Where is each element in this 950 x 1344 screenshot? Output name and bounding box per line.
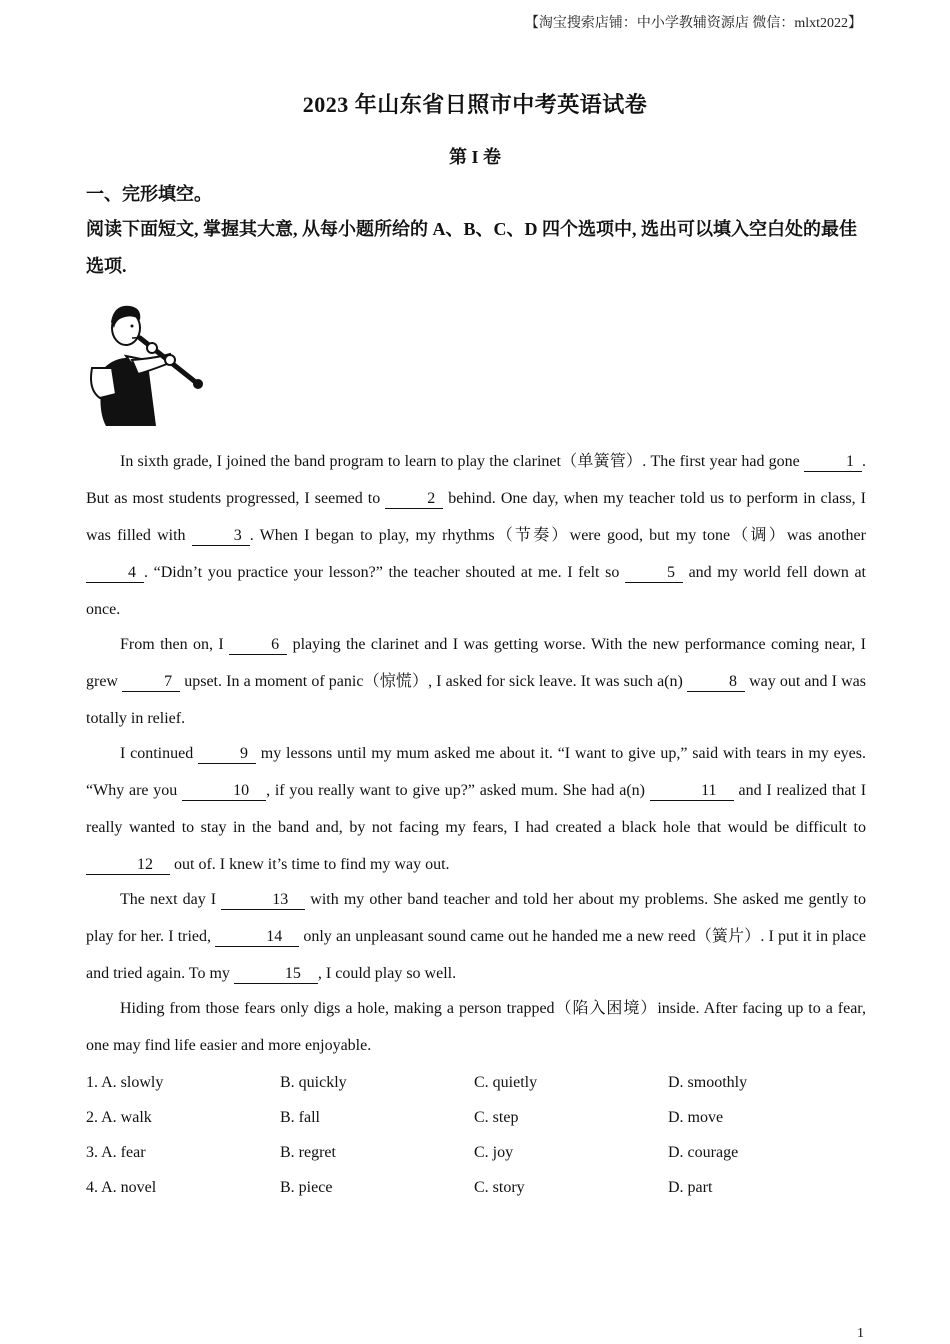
blank-11: 11 xyxy=(650,782,734,801)
blank-7: 7 xyxy=(122,673,180,692)
option-c: C. story xyxy=(474,1178,525,1196)
option-a: 1. A. slowly xyxy=(86,1073,164,1091)
blank-14: 14 xyxy=(215,928,299,947)
option-a: 4. A. novel xyxy=(86,1178,157,1196)
option-b: B. piece xyxy=(280,1178,333,1196)
option-c: C. step xyxy=(474,1108,519,1126)
section-heading: 一、完形填空。 xyxy=(86,184,212,204)
passage-text: only an unpleasant sound came out he handed me a new reed（簧片）. I put it in place and tried again. To my xyxy=(86,928,866,982)
option-b: B. quickly xyxy=(280,1073,347,1091)
passage-text: my lessons until my mum asked me about it. “I want to give up,” said with tears in my eyes. “Why are you xyxy=(86,745,867,799)
passage-text: In sixth grade, I joined the band program to learn to play the clarinet（单簧管）. The first year had gone xyxy=(120,453,804,470)
page-title: 2023 年山东省日照市中考英语试卷 xyxy=(302,92,648,117)
passage-paragraph xyxy=(86,626,866,737)
option-d: D. courage xyxy=(668,1143,739,1161)
blank-5: 5 xyxy=(625,564,683,583)
blank-15: 15 xyxy=(234,965,318,984)
question-options xyxy=(86,1065,866,1205)
passage-paragraph xyxy=(86,443,866,628)
passage-text: From then on, I xyxy=(120,636,230,653)
passage-text: and my world fell down at once. xyxy=(86,564,866,618)
man-playing-clarinet-illustration xyxy=(86,298,206,428)
option-a: 3. A. fear xyxy=(86,1143,146,1161)
question-row xyxy=(86,1100,866,1135)
passage-text: Hiding from those fears only digs a hole, making a person trapped（陷入困境）inside. After facing up to a fear, one may find life easier and more enjoyable. xyxy=(86,1000,866,1054)
header-note: 【淘宝搜索店铺：中小学教辅资源店 微信：mlxt2022】 xyxy=(524,16,862,31)
blank-2: 2 xyxy=(385,490,443,509)
blank-1: 1 xyxy=(804,453,862,472)
cloze-passage xyxy=(86,443,866,1062)
passage-paragraph xyxy=(86,881,866,992)
passage-paragraph xyxy=(86,735,866,883)
blank-9: 9 xyxy=(198,745,256,764)
question-row xyxy=(86,1170,866,1205)
option-b: B. regret xyxy=(280,1143,336,1161)
blank-12: 12 xyxy=(86,856,170,875)
passage-text: with my other band teacher and told her about my problems. She asked me gently to play for her. I tried, xyxy=(86,891,866,945)
page-number: 1 xyxy=(857,1326,864,1341)
passage-text: behind. One day, when my teacher told us to perform in class, I was filled with xyxy=(86,490,867,544)
option-d: D. move xyxy=(668,1108,724,1126)
option-c: C. quietly xyxy=(474,1073,538,1091)
passage-text: The next day I xyxy=(120,891,222,908)
option-d: D. part xyxy=(668,1178,713,1196)
passage-text: upset. In a moment of panic（惊慌）, I asked for sick leave. It was such a(n) xyxy=(180,673,687,690)
passage-paragraph xyxy=(86,990,866,1064)
passage-text: and I realized that I really wanted to stay in the band and, by not facing my fears, I had created a black hole that would be difficult to xyxy=(86,782,867,836)
option-b: B. fall xyxy=(280,1108,320,1126)
section-instructions: 阅读下面短文, 掌握其大意, 从每小题所给的 A、B、C、D 四个选项中, 选出可以填入空白处的最佳选项. xyxy=(86,219,857,276)
blank-3: 3 xyxy=(192,527,250,546)
blank-8: 8 xyxy=(687,673,745,692)
passage-text: out of. I knew it’s time to find my way out. xyxy=(170,856,450,873)
option-a: 2. A. walk xyxy=(86,1108,152,1126)
passage-text: way out and I was totally in relief. xyxy=(86,673,866,727)
passage-text: . “Didn’t you practice your lesson?” the teacher shouted at me. I felt so xyxy=(144,564,625,581)
passage-text: . When I began to play, my rhythms（节奏）were good, but my tone（调）was another xyxy=(249,527,866,544)
passage-text: . But as most students progressed, I seemed to xyxy=(86,453,866,507)
blank-13: 13 xyxy=(221,891,305,910)
passage-text: , if you really want to give up?” asked mum. She had a(n) xyxy=(266,782,650,799)
passage-text: playing the clarinet and I was getting worse. With the new performance coming near, I grew xyxy=(86,636,867,690)
passage-text: I continued xyxy=(120,745,199,762)
option-d: D. smoothly xyxy=(668,1073,748,1091)
volume-subtitle: 第 I 卷 xyxy=(448,147,501,167)
question-row xyxy=(86,1135,866,1170)
blank-6: 6 xyxy=(229,636,287,655)
question-row xyxy=(86,1065,866,1100)
blank-10: 10 xyxy=(182,782,266,801)
option-c: C. joy xyxy=(474,1143,514,1161)
blank-4: 4 xyxy=(86,564,144,583)
passage-text: , I could play so well. xyxy=(317,965,457,982)
